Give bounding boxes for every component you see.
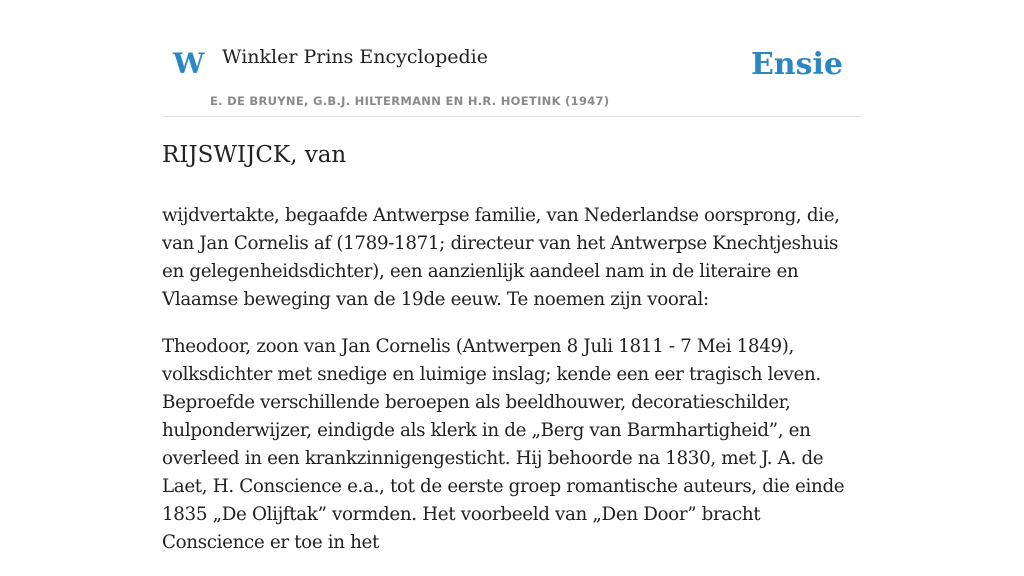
authors-line: E. DE BRUYNE, G.B.J. HILTERMANN EN H.R. HOETINK (1947): [210, 94, 610, 108]
site-header: [162, 0, 862, 117]
article: [162, 138, 862, 576]
site-title[interactable]: Winkler Prins Encyclopedie: [222, 46, 488, 68]
article-title: RIJSWIJCK, van: [162, 142, 347, 168]
article-paragraph: Theodoor, zoon van Jan Cornelis (Antwerpen 8 Juli 1811 - 7 Mei 1849), volksdichter met snedige en luimige inslag; kende een eer tragisch leven. Beproefde verschillende beroepen als beeldhouwer, decoratieschilder, hulponderwijzer, eindigde als klerk in de „Berg van Barmhartigheid”, en overleed in een krankzinnigengesticht. Hij behoorde na 1830, met J. A. de Laet, H. Conscience e.a., tot de eerste groep romantische auteurs, die einde 1835 „De Olijftak” vormden. Het voorbeeld van „Den Door” bracht Conscience er toe in het: [162, 336, 845, 553]
brand-logo[interactable]: Ensie: [750, 47, 843, 82]
site-logo[interactable]: W: [173, 47, 205, 80]
article-paragraph: wijdvertakte, begaafde Antwerpse familie, van Nederlandse oorsprong, die, van Jan Cornelis af (1789-1871; directeur van het Antwerpse Knechtjeshuis en gelegenheidsdichter), een aanzienlijk aandeel nam in de literaire en Vlaamse beweging van de 19de eeuw. Te noemen zijn vooral:: [162, 205, 840, 310]
